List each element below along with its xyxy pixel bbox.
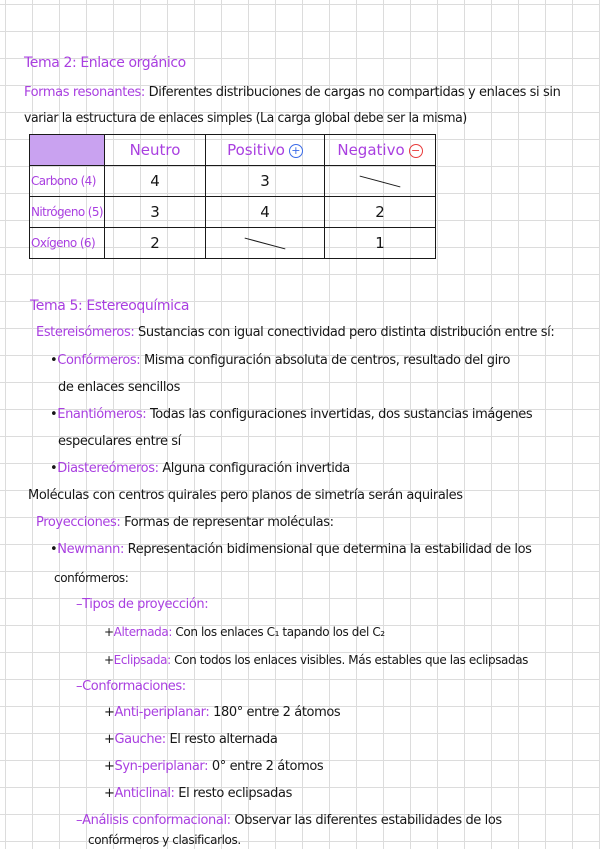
table-header-positivo bbox=[206, 135, 325, 166]
eclipsada-line bbox=[104, 651, 528, 669]
formas-resonantes-text-2: variar la estructura de enlaces simples (La carga global debe ser la misma) bbox=[24, 111, 467, 126]
table-header-negativo-label: Negativo bbox=[337, 141, 405, 159]
conformaciones-line bbox=[76, 678, 186, 696]
proyecciones-text: Formas de representar moléculas: bbox=[124, 515, 334, 530]
negative-charge-icon: − bbox=[409, 144, 423, 158]
table-cell-oxigeno-neutro: 2 bbox=[105, 228, 206, 259]
enantiomeros-text-2: especulares entre sí bbox=[58, 434, 181, 449]
plus-marker-icon: + bbox=[104, 759, 115, 774]
enantiomeros-line-1 bbox=[50, 406, 532, 424]
tipos-proyeccion-line bbox=[76, 596, 208, 614]
empty-dash-icon bbox=[245, 238, 286, 250]
proyecciones-label: Proyecciones: bbox=[36, 515, 121, 530]
eclipsada-label: Eclipsada: bbox=[113, 653, 171, 667]
newmann-text-1: Representación bidimensional que determina la estabilidad de los bbox=[127, 542, 532, 557]
formas-resonantes-label: Formas resonantes: bbox=[24, 85, 145, 100]
table-cell-carbono-negativo bbox=[325, 166, 436, 197]
table-row bbox=[30, 197, 436, 228]
anticlinal-label: Anticlinal: bbox=[114, 786, 175, 801]
analisis-label: Análisis conformacional: bbox=[82, 813, 231, 828]
table-cell-carbono-positivo: 3 bbox=[206, 166, 325, 197]
eclipsada-text: Con todos los enlaces visibles. Más estables que las eclipsadas bbox=[174, 653, 529, 667]
table-cell-oxigeno-positivo bbox=[206, 228, 325, 259]
table-header-negativo bbox=[325, 135, 436, 166]
anti-periplanar-text: 180° entre 2 átomos bbox=[213, 705, 341, 720]
table-header-positivo-label: Positivo bbox=[227, 141, 285, 159]
dash-marker-icon: – bbox=[76, 679, 83, 694]
moleculas-quirales-text: Moléculas con centros quirales pero planos de simetría serán aquirales bbox=[28, 488, 463, 503]
gauche-line bbox=[104, 731, 277, 749]
syn-periplanar-line bbox=[104, 758, 323, 776]
estereoisomeros-label: Estereisómeros: bbox=[36, 325, 135, 340]
plus-marker-icon: + bbox=[104, 786, 115, 801]
bullet-icon: • bbox=[50, 461, 58, 476]
diastereomeros-label: Diastereómeros: bbox=[57, 461, 159, 476]
table-row-label-oxigeno: Oxígeno (6) bbox=[30, 228, 105, 259]
gauche-label: Gauche: bbox=[114, 732, 166, 747]
table-cell-nitrogeno-neutro: 3 bbox=[105, 197, 206, 228]
diastereomeros-text: Alguna configuración invertida bbox=[162, 461, 350, 476]
analisis-text-1: Observar las diferentes estabilidades de los bbox=[234, 813, 502, 828]
tipos-proyeccion-label: Tipos de proyección: bbox=[82, 597, 209, 612]
analisis-line-1 bbox=[76, 812, 502, 830]
dash-marker-icon: – bbox=[76, 597, 83, 612]
syn-periplanar-text: 0° entre 2 átomos bbox=[211, 759, 324, 774]
conformeros-line-1 bbox=[50, 352, 510, 370]
bullet-icon: • bbox=[50, 542, 58, 557]
newmann-label: Newmann: bbox=[57, 542, 124, 557]
table-cell-oxigeno-negativo: 1 bbox=[325, 228, 436, 259]
table-header-row bbox=[30, 135, 436, 166]
table-row-label-nitrogeno: Nitrógeno (5) bbox=[30, 197, 105, 228]
syn-periplanar-label: Syn-periplanar: bbox=[114, 759, 209, 774]
alternada-text: Con los enlaces C₁ tapando los del C₂ bbox=[175, 625, 385, 639]
plus-marker-icon: + bbox=[104, 732, 115, 747]
newmann-text-2: confórmeros: bbox=[54, 571, 129, 585]
table-row-label-carbono: Carbono (4) bbox=[30, 166, 105, 197]
anti-periplanar-label: Anti-periplanar: bbox=[114, 705, 210, 720]
heading-tema-5: Tema 5: Estereoquímica bbox=[30, 298, 190, 314]
charges-table bbox=[29, 134, 436, 259]
proyecciones-line bbox=[36, 514, 334, 532]
bullet-icon: • bbox=[50, 353, 58, 368]
conformeros-label: Confórmeros: bbox=[57, 353, 141, 368]
estereoisomeros-line bbox=[36, 324, 554, 342]
table-corner-cell bbox=[30, 135, 105, 166]
analisis-text-2: confórmeros y clasificarlos. bbox=[88, 833, 241, 847]
bullet-icon: • bbox=[50, 407, 58, 422]
conformeros-text-2: de enlaces sencillos bbox=[58, 380, 180, 395]
alternada-label: Alternada: bbox=[113, 625, 172, 639]
formas-resonantes-line-1 bbox=[24, 84, 560, 102]
anticlinal-text: El resto eclipsadas bbox=[178, 786, 292, 801]
anti-periplanar-line bbox=[104, 704, 340, 722]
empty-dash-icon bbox=[360, 176, 401, 188]
anticlinal-line bbox=[104, 785, 292, 803]
plus-marker-icon: + bbox=[104, 653, 114, 667]
plus-marker-icon: + bbox=[104, 705, 115, 720]
positive-charge-icon: + bbox=[289, 144, 303, 158]
conformaciones-label: Conformaciones: bbox=[82, 679, 186, 694]
table-cell-nitrogeno-negativo: 2 bbox=[325, 197, 436, 228]
enantiomeros-text-1: Todas las configuraciones invertidas, dos sustancias imágenes bbox=[149, 407, 533, 422]
dash-marker-icon: – bbox=[76, 813, 83, 828]
gauche-text: El resto alternada bbox=[169, 732, 278, 747]
estereoisomeros-text: Sustancias con igual conectividad pero distinta distribución entre sí: bbox=[138, 325, 555, 340]
formas-resonantes-text-1: Diferentes distribuciones de cargas no compartidas y enlaces si sin bbox=[148, 85, 561, 100]
enantiomeros-label: Enantiómeros: bbox=[57, 407, 147, 422]
plus-marker-icon: + bbox=[104, 625, 114, 639]
table-row bbox=[30, 228, 436, 259]
diastereomeros-line bbox=[50, 460, 350, 478]
newmann-line-1 bbox=[50, 541, 532, 559]
conformeros-text-1: Misma configuración absoluta de centros, resultado del giro bbox=[143, 353, 511, 368]
table-header-neutro: Neutro bbox=[105, 135, 206, 166]
table-cell-carbono-neutro: 4 bbox=[105, 166, 206, 197]
table-cell-nitrogeno-positivo: 4 bbox=[206, 197, 325, 228]
table-row bbox=[30, 166, 436, 197]
alternada-line bbox=[104, 623, 385, 641]
heading-tema-2: Tema 2: Enlace orgánico bbox=[24, 55, 186, 71]
